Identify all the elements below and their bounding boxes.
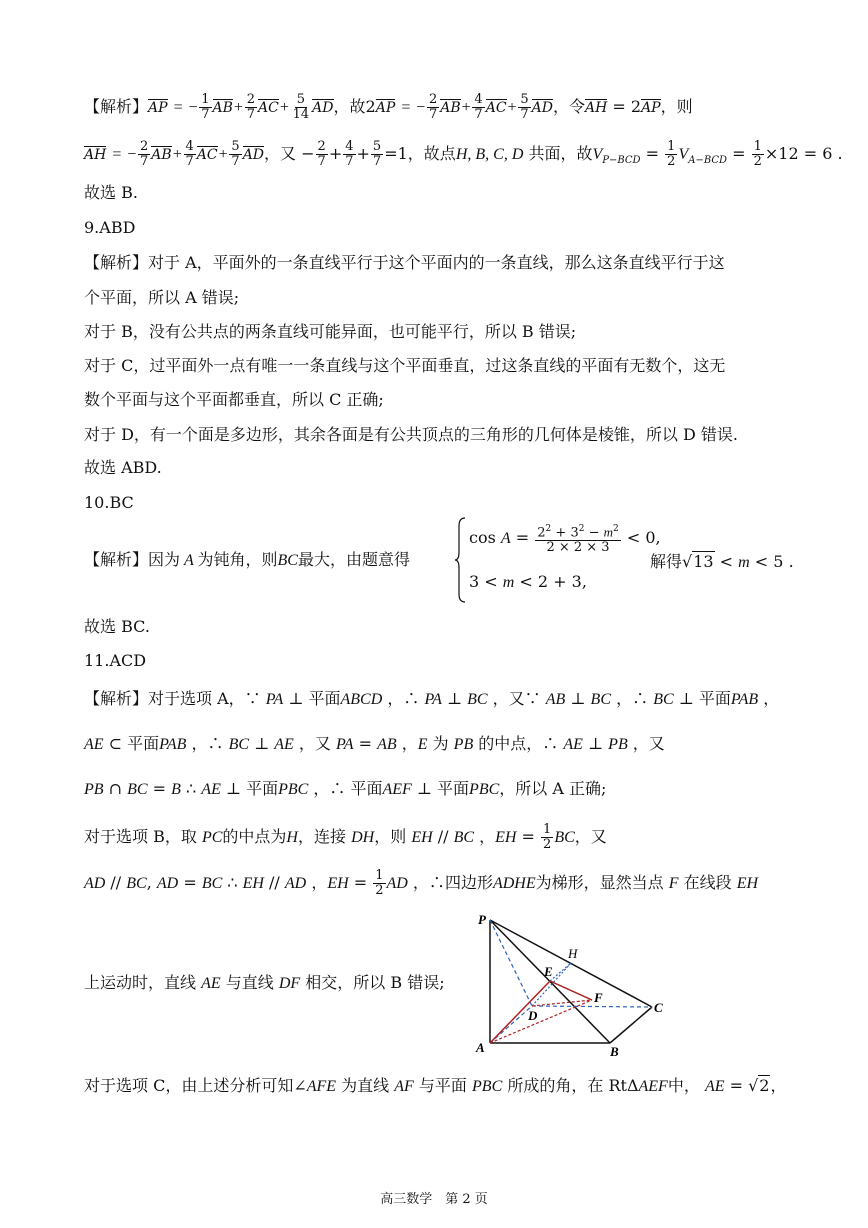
label-p: P xyxy=(478,912,486,927)
label-a: A xyxy=(476,1040,485,1055)
q9-line-5: 数个平面与这个平面都垂直，所以 C 正确; xyxy=(84,390,384,409)
edge-dc xyxy=(532,1006,652,1007)
label-b: B xyxy=(610,1044,619,1058)
edge-pd xyxy=(490,920,532,1006)
segment-ef-red xyxy=(550,981,592,1000)
q10-header: 10.BC xyxy=(84,493,134,512)
analysis-line-2: AH = − $\frac{2}{7}$ AB+ $\frac{4}{7}$ AC+ $\frac{5}{7}$ AD，又 − $\frac{2}{7}$ + $\frac{4}{7}$ + $\frac{5}{7}$ =1，故点H, B, C, D 共面，故$V_{P-BCD}$ = $\frac{1}{2}$ $V_{A-BCD}$ = $\frac{1}{2}$ ×12 = 6 . xyxy=(84,139,843,169)
q11-line-7: 对于选项 C，由上述分析可知∠AFE 为直线 AF 与平面 PBC 所成的角，在 RtΔAEF中， AE = √2， xyxy=(84,1076,787,1095)
q10-eq-2: 3 < m < 2 + 3, xyxy=(469,572,587,591)
segment-ae xyxy=(490,981,550,1043)
label-h: H xyxy=(568,946,578,961)
label-d: D xyxy=(528,1008,538,1023)
label-c: C xyxy=(654,1000,663,1015)
q9-line-6: 对于 D，有一个面是多边形，其余各面是有公共顶点的三角形的几何体是棱锥，所以 D 错误. xyxy=(84,425,739,444)
pyramid-figure xyxy=(470,908,670,1058)
q10-line-1: 【解析】因为 A 为钝角，则BC最大，由题意得 xyxy=(84,550,410,569)
q11-line-2: AE ⊂ 平面PAB ，∴ BC ⊥ AE ，又 PA = AB ，E 为 PB 的中点，∴ AE ⊥ PB ，又 xyxy=(84,734,665,753)
q11-line-4: 对于选项 B，取 PC的中点为H，连接 DH，则 EH // BC ，EH = $\frac{1}{2}$ BC，又 xyxy=(84,822,607,852)
q10-eq-1: cos A = $\frac{2^2 + 3^2 - m^2}{2 \times 2 \times 3}$ < 0, xyxy=(469,524,661,556)
label-e: E xyxy=(544,964,553,979)
q9-line-2: 个平面，所以 A 错误; xyxy=(84,288,240,307)
q11-line-6: 上运动时，直线 AE 与直线 DF 相交，所以 B 错误; xyxy=(84,973,445,992)
q9-line-4: 对于 C，过平面外一点有唯一一条直线与这个平面垂直，过这条直线的平面有无数个，这无 xyxy=(84,356,726,375)
q10-answer: 故选 BC. xyxy=(84,617,150,636)
analysis-line-1: 【解析】AP = − $\frac{1}{7}$ AB+ $\frac{2}{7}$ AC+ $\frac{5}{14}$ AD，故2AP = − $\frac{2}{7}$ AB+ $\frac{4}{7}$ AC+ $\frac{5}{7}$ AD，令AH = 2AP，则 xyxy=(84,92,693,122)
q9-line-1: 【解析】对于 A，平面外的一条直线平行于这个平面内的一条直线，那么这条直线平行于这 xyxy=(84,253,725,272)
brace-icon xyxy=(455,516,467,604)
q9-line-3: 对于 B，没有公共点的两条直线可能异面，也可能平行，所以 B 错误; xyxy=(84,322,577,341)
q11-line-1: 【解析】对于选项 A，∵ PA ⊥ 平面ABCD ，∴ PA ⊥ BC ，又∵ AB ⊥ BC ，∴ BC ⊥ 平面PAB ， xyxy=(84,689,780,708)
q11-line-3: PB ∩ BC = B ∴ AE ⊥ 平面PBC ，∴ 平面AEF ⊥ 平面PBC，所以 A 正确; xyxy=(84,779,607,798)
segment-df xyxy=(532,1000,592,1006)
page-footer: 高三数学 第 2 页 xyxy=(380,1192,488,1207)
answer-line-8: 故选 B. xyxy=(84,183,138,202)
q9-header: 9.ABD xyxy=(84,218,136,237)
q11-line-5: AD // BC, AD = BC ∴ EH // AD ，EH = $\frac{1}{2}$ AD ，∴四边形ADHE为梯形，显然当点 F 在线段 EH xyxy=(84,868,759,898)
q11-header: 11.ACD xyxy=(84,651,147,670)
label-f: F xyxy=(594,990,603,1005)
q9-line-7: 故选 ABD. xyxy=(84,458,162,477)
q10-result: 解得√13 < m < 5 . xyxy=(650,552,794,571)
q10-system xyxy=(455,516,665,604)
edge-bc xyxy=(610,1007,652,1043)
